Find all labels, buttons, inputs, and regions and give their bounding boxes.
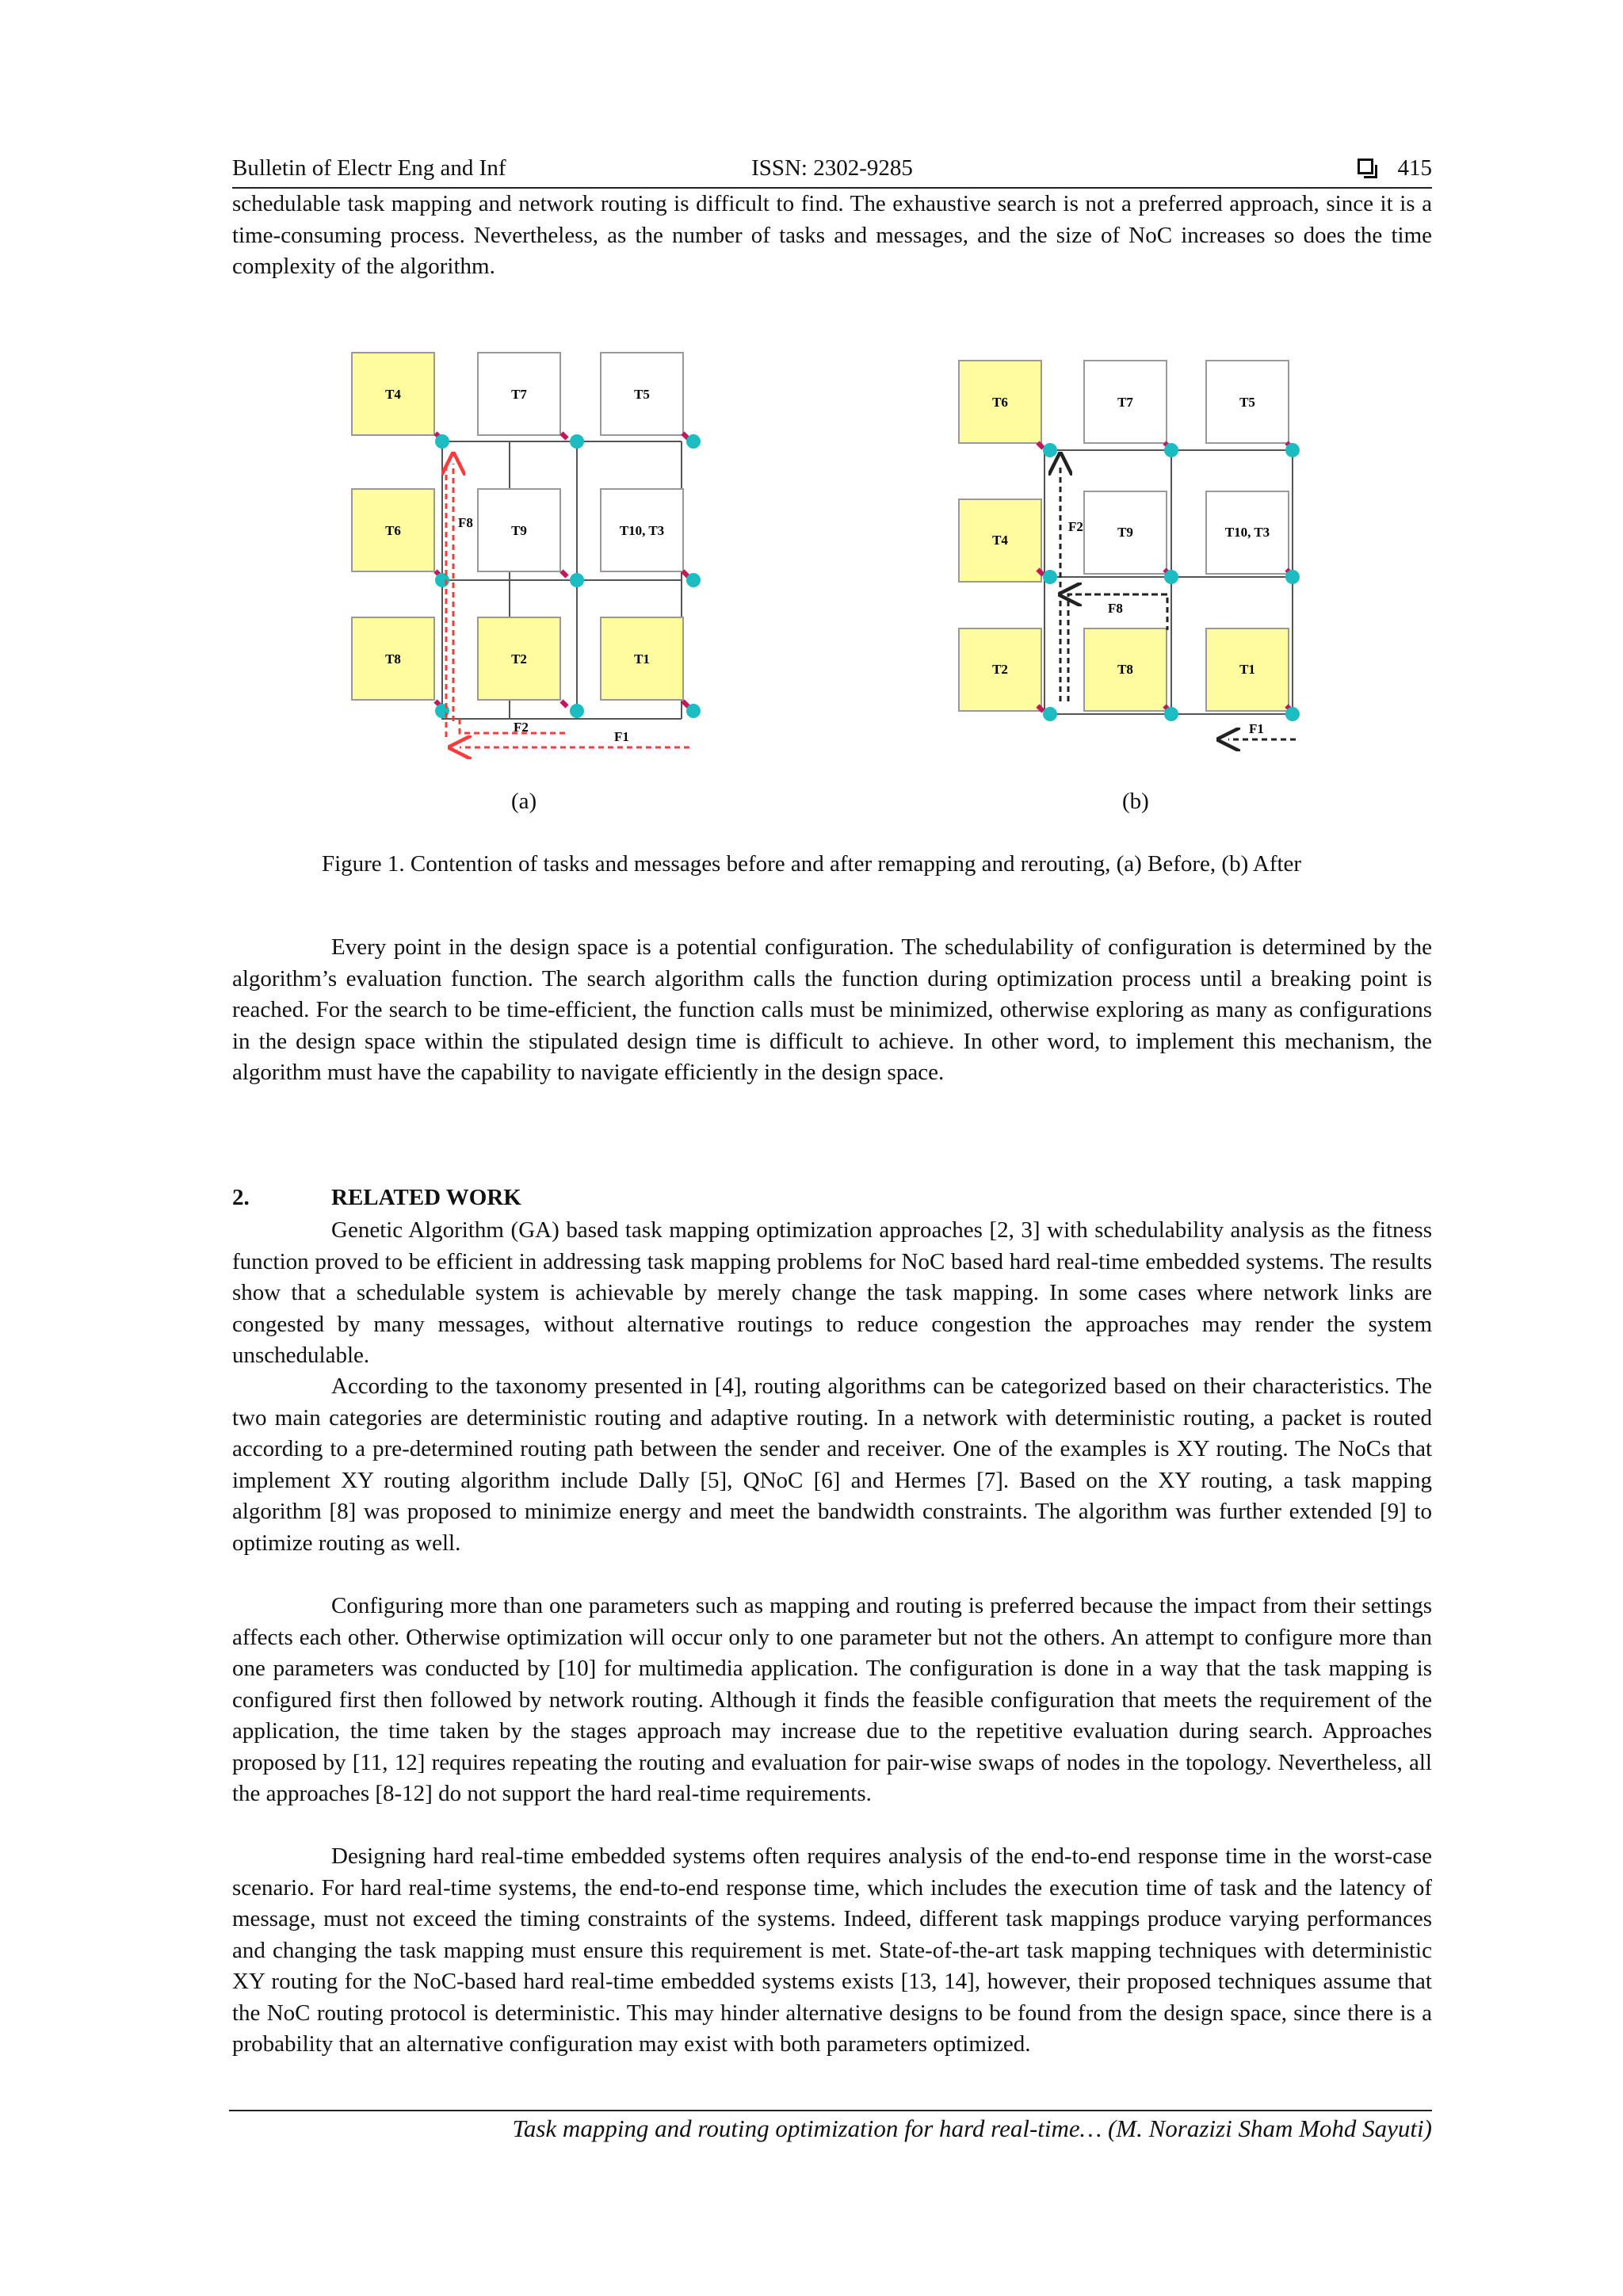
tile-b-label: T8 bbox=[1117, 662, 1133, 677]
section-heading bbox=[232, 1185, 521, 1211]
flow-label-b-f8: F8 bbox=[1108, 601, 1123, 616]
tile-a-label: T4 bbox=[385, 387, 401, 402]
tile-b-label: T10, T3 bbox=[1224, 525, 1270, 540]
flow-label-a-f1: F1 bbox=[614, 729, 629, 744]
tile-a-label: T10, T3 bbox=[619, 523, 665, 538]
paragraph-5: Designing hard real-time embedded systems often requires analysis of the end-to-end response time in the worst-case scenario. For hard real-time systems, the end-to-end response time, which includes the execution time of task and the latency of message, must not exceed the timing constraints of the systems. Indeed, different task mappings produce varying performances and changing the task mapping must ensure this requirement is met. State-of-the-art task mapping techniques with deterministic XY routing for the NoC-based hard real-time embedded systems exists [13, 14], however, their proposed techniques assume that the NoC routing protocol is deterministic. This may hinder alternative designs to be found from the design space, since there is a probability that an alternative configuration may exist with both parameters optimized. bbox=[232, 1843, 1432, 2057]
tile-a-label: T6 bbox=[385, 523, 401, 538]
tile-a-label: T8 bbox=[385, 651, 401, 667]
tile-b-label: T1 bbox=[1239, 662, 1255, 677]
paragraph-2: Genetic Algorithm (GA) based task mapping optimization approaches [2, 3] with schedulability analysis as the fitness function proved to be efficient in addressing task mapping problems for NoC based hard real-time embedded systems. The results show that a schedulable system is achievable by merely change the task mapping. In some cases where network links are congested by many messages, without alternative routings to reduce congestion the approaches may render the system unschedulable. bbox=[232, 1217, 1432, 1368]
tile-b-label: T5 bbox=[1239, 395, 1255, 410]
section-number: 2. bbox=[232, 1185, 250, 1210]
footer-rule bbox=[229, 2110, 1432, 2111]
flow-label-b-f1: F1 bbox=[1249, 721, 1264, 736]
box-icon bbox=[1358, 159, 1373, 174]
tile-b-label: T2 bbox=[992, 662, 1008, 677]
tile-b-label: T4 bbox=[992, 533, 1008, 548]
figure-1 bbox=[341, 337, 1450, 836]
diagram-a bbox=[352, 353, 701, 747]
tile-a-label: T2 bbox=[511, 651, 527, 667]
issn: ISSN: 2302-9285 bbox=[751, 155, 913, 181]
running-footer: Task mapping and routing optimization for hard real-time… (M. Norazizi Sham Mohd Sayuti) bbox=[512, 2115, 1432, 2142]
paragraph-3: According to the taxonomy presented in [4], routing algorithms can be categorized based on their characteristics. The two main categories are deterministic routing and adaptive routing. In a network with deterministic routing, a packet is routed according to a pre-determined routing path between the sender and receiver. One of the examples is XY routing. The NoCs that implement XY routing algorithm include Dally [5], QNoC [6] and Hermes [7]. Based on the XY routing, a task mapping algorithm [8] was proposed to minimize energy and meet the bandwidth constraints. The algorithm was further extended [9] to optimize routing as well. bbox=[232, 1373, 1432, 1556]
flow-label-a-f2: F2 bbox=[514, 720, 529, 735]
subfigure-label-a: (a) bbox=[511, 789, 537, 814]
subfigure-label-b: (b) bbox=[1122, 789, 1149, 814]
intro-paragraph: schedulable task mapping and network routing is difficult to find. The exhaustive search is not a preferred approach, since it is a time-consuming process. Nevertheless, as the number of tasks and messages, and the size of NoC increases so does the time complexity of the algorithm. bbox=[232, 191, 1432, 279]
paragraph-4: Configuring more than one parameters such as mapping and routing is preferred because the impact from their settings affects each other. Otherwise optimization will occur only to one parameter but not the others. An attempt to configure more than one parameters was conducted by [10] for multimedia application. The configuration is done in a way that the task mapping is configured first then followed by network routing. Although it finds the feasible configuration that meets the requirement of the application, the time taken by the stages approach may increase due to the repetitive evaluation during search. Approaches proposed by [11, 12] requires repeating the routing and evaluation for pair-wise swaps of nodes in the topology. Nevertheless, all the approaches [8-12] do not support the hard real-time requirements. bbox=[232, 1593, 1432, 1806]
tile-b-label: T6 bbox=[992, 395, 1008, 410]
figure-caption: Figure 1. Contention of tasks and messages before and after remapping and rerouting, (a) Before, (b) After bbox=[321, 851, 1302, 877]
flow-label-b-f2: F2 bbox=[1068, 519, 1083, 534]
tile-a-label: T5 bbox=[634, 387, 650, 402]
diagram-b bbox=[959, 361, 1300, 739]
flow-label-a-f8: F8 bbox=[458, 515, 473, 530]
figure-1-diagram bbox=[341, 337, 1450, 789]
section-title: RELATED WORK bbox=[331, 1185, 521, 1210]
page-number: 415 bbox=[1397, 155, 1432, 181]
running-header bbox=[232, 155, 1432, 185]
paragraph-1: Every point in the design space is a potential configuration. The schedulability of configuration is determined by the algorithm’s evaluation function. The search algorithm calls the function during optimization process until a breaking point is reached. For the search to be time-efficient, the function calls must be minimized, otherwise exploring as many as configurations in the design space within the stipulated design time is difficult to achieve. In other word, to implement this mechanism, the algorithm must have the capability to navigate efficiently in the design space. bbox=[232, 934, 1432, 1085]
tile-a-label: T7 bbox=[511, 387, 527, 402]
journal-name: Bulletin of Electr Eng and Inf bbox=[232, 155, 506, 181]
tile-a-label: T1 bbox=[634, 651, 650, 667]
tile-b-label: T7 bbox=[1117, 395, 1133, 410]
tile-b-label: T9 bbox=[1117, 525, 1133, 540]
tile-a-label: T9 bbox=[511, 523, 527, 538]
